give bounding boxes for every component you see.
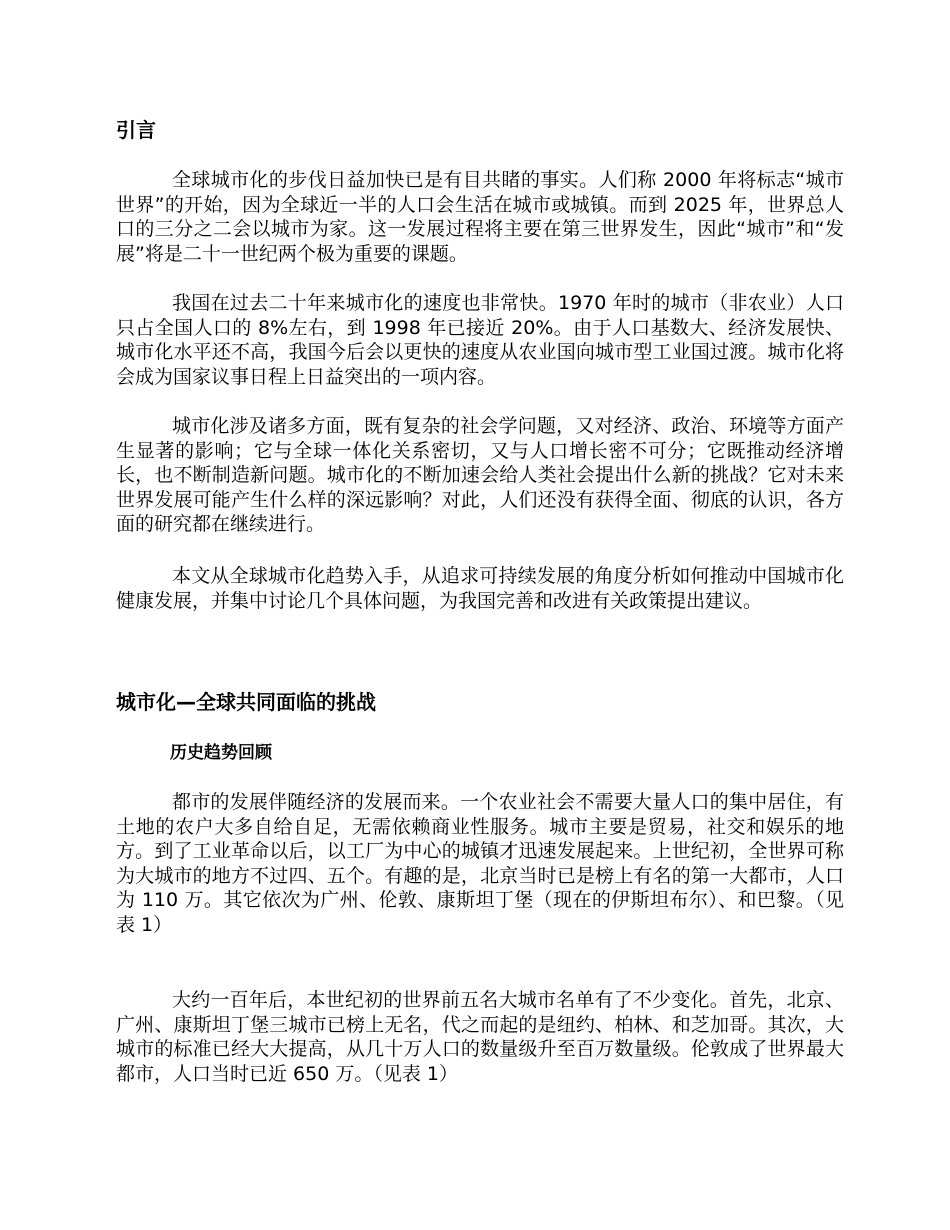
section-heading-intro: 引言 — [116, 118, 156, 142]
history-paragraph-1: 都市的发展伴随经济的发展而来。一个农业社会不需要大量人口的集中居住，有土地的农户大多自给自足，无需依赖商业性服务。城市主要是贸易，社交和娱乐的地方。到了工业革命以后，以工厂为中心的城镇才迅速发展起来。上世纪初，全世界可称为大城市的地方不过四、五个。有趣的是，北京当时已是榜上有名的第一大都市，人口为 110 万。其它依次为广州、伦敦、康斯坦丁堡（现在的伊斯坦布尔）、和巴黎。（见表 1） — [116, 791, 844, 936]
intro-paragraph-1: 全球城市化的步伐日益加快已是有目共睹的事实。人们称 2000 年将标志“城市世界”的开始，因为全球近一半的人口会生活在城市或城镇。而到 2025 年，世界总人口的三分之二会以城市为家。这一发展过程将主要在第三世界发生，因此“城市”和“发展”将是二十一世纪两个极为重要的课题。 — [116, 169, 844, 265]
intro-paragraph-3: 城市化涉及诸多方面，既有复杂的社会学问题，又对经济、政治、环境等方面产生显著的影响；它与全球一体化关系密切，又与人口增长密不可分；它既推动经济增长，也不断制造新问题。城市化的不断加速会给人类社会提出什么新的挑战？它对未来世界发展可能产生什么样的深远影响？对此，人们还没有获得全面、彻底的认识，各方面的研究都在继续进行。 — [116, 415, 844, 535]
history-paragraph-2: 大约一百年后，本世纪初的世界前五名大城市名单有了不少变化。首先，北京、广州、康斯坦丁堡三城市已榜上无名，代之而起的是纽约、柏林、和芝加哥。其次，大城市的标准已经大大提高，从几十万人口的数量级升至百万数量级。伦敦成了世界最大都市，人口当时已近 650 万。（见表 1） — [116, 989, 844, 1085]
intro-paragraph-2: 我国在过去二十年来城市化的速度也非常快。1970 年时的城市（非农业）人口只占全国人口的 8%左右，到 1998 年已接近 20%。由于人口基数大、经济发展快、城市化水平还不高，我国今后会以更快的速度从农业国向城市型工业国过渡。城市化将会成为国家议事日程上日益突出的一项内容。 — [116, 292, 844, 388]
subsection-heading-history: 历史趋势回顾 — [170, 743, 272, 763]
intro-paragraph-4: 本文从全球城市化趋势入手，从追求可持续发展的角度分析如何推动中国城市化健康发展，并集中讨论几个具体问题，为我国完善和改进有关政策提出建议。 — [116, 565, 844, 612]
section-heading-challenge: 城市化—全球共同面临的挑战 — [116, 690, 376, 714]
